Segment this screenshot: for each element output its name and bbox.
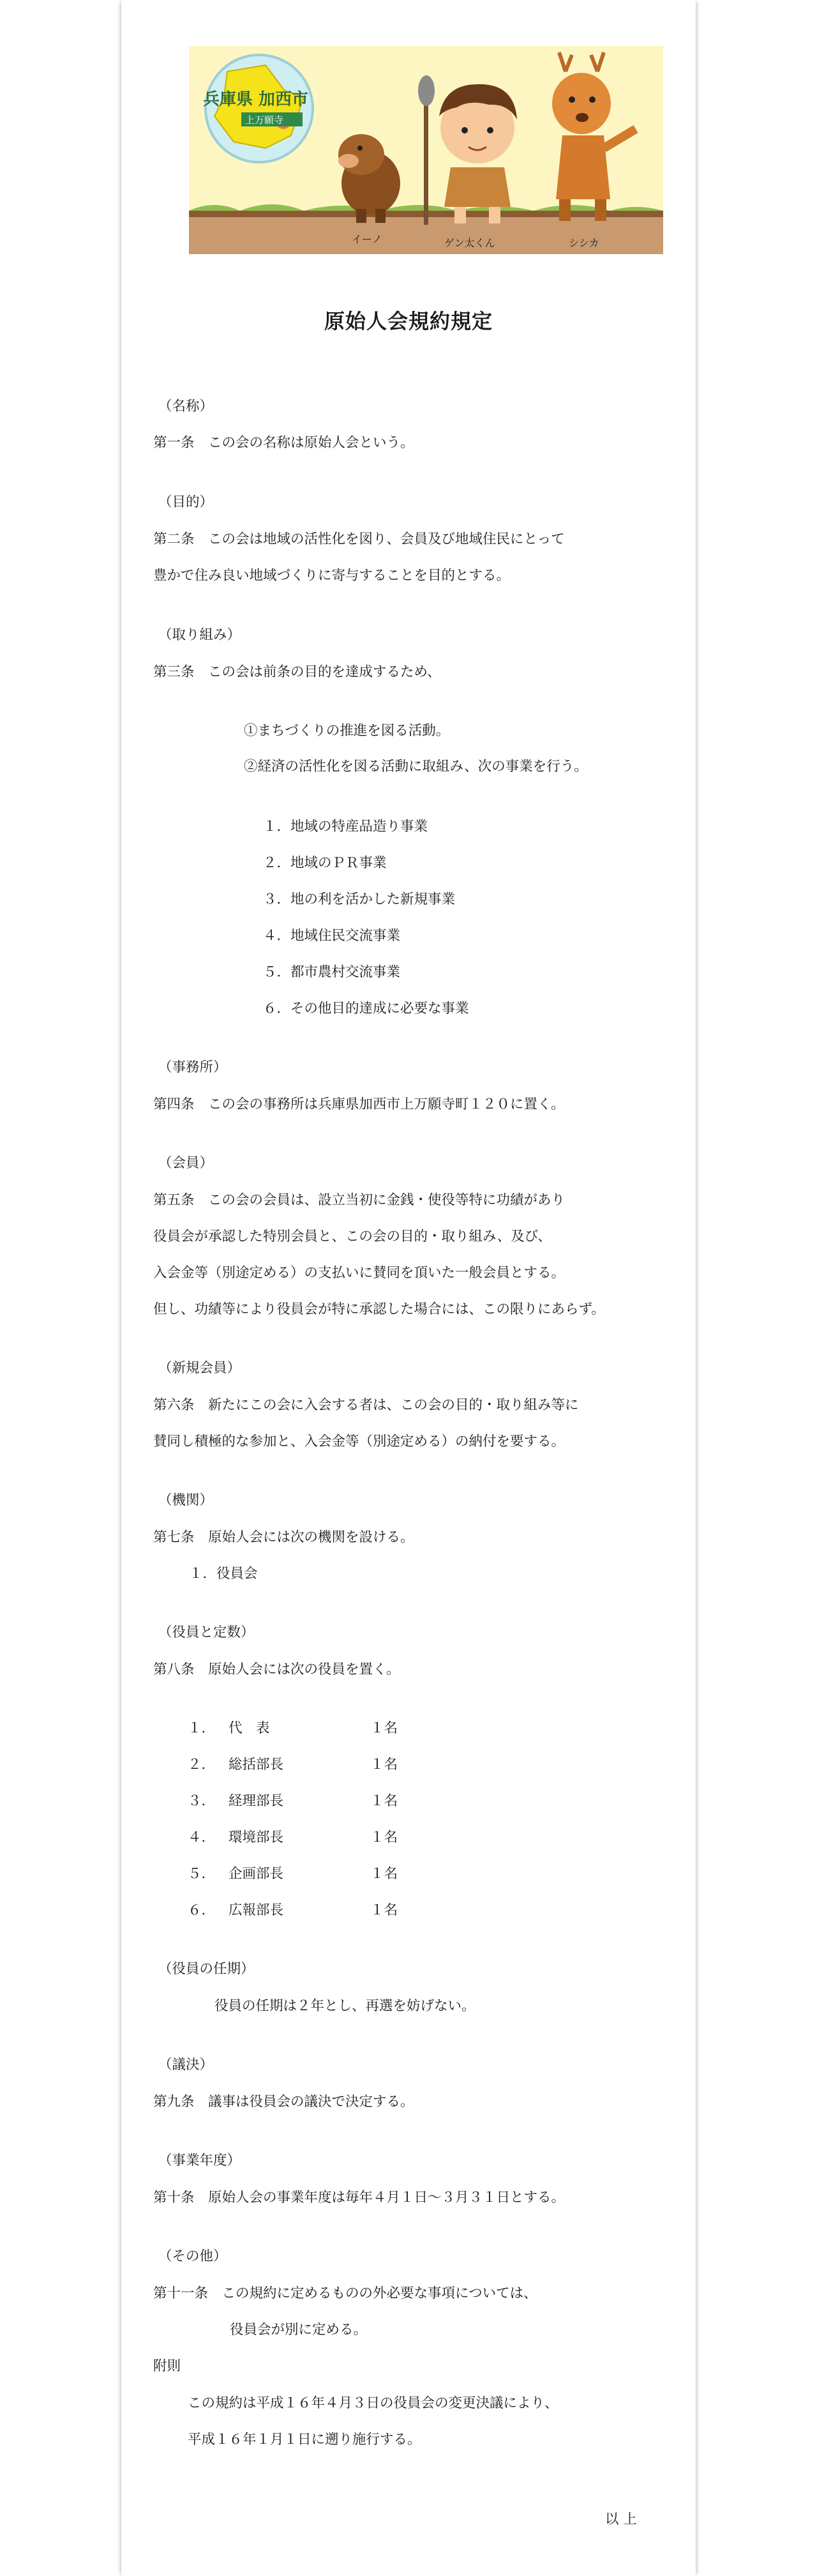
project-6: ６．その他目的達成に必要な事業 [263,1001,469,1017]
activity-1: ①まちづくりの推進を図る活動。 [244,723,450,739]
seal-emblem [203,55,313,162]
organ-item: １．役員会 [189,1566,258,1582]
article-11-line-1: 第十一条 この規約に定めるものの外必要な事項については、 [153,2285,537,2301]
article-3: 第三条 この会は前条の目的を達成するため、 [153,664,441,680]
project-3: ３．地の利を活かした新規事業 [263,891,456,907]
article-5-line-4: 但し、功績等により役員会が特に承認した場合には、この限りにあらず。 [153,1301,605,1317]
officer-num-6: ６． [188,1902,216,1918]
article-5-line-2: 役員会が承認した特別会員と、この会の目的・取り組み、及び、 [153,1229,551,1245]
document-title: 原始人会規約規定 [324,309,493,333]
article-9: 第九条 議事は役員会の議決で決定する。 [153,2094,414,2110]
heading-members: （会員） [158,1155,214,1171]
character-name-1: イーノ [352,233,382,245]
officer-count-1: １名 [370,1720,398,1736]
banner-illustration [189,46,663,254]
project-5: ５．都市農村交流事業 [263,964,401,980]
heading-office: （事務所） [158,1059,227,1075]
header-banner [189,46,663,254]
officer-role-6: 広報部長 [229,1902,284,1918]
closing-mark: 以 上 [605,2512,637,2527]
seal-line-1: 兵庫県 加西市 [203,90,309,109]
article-4: 第四条 この会の事務所は兵庫県加西市上万願寺町１２０に置く。 [153,1096,565,1112]
character-name-3: シシカ [569,237,599,249]
article-10: 第十条 原始人会の事業年度は毎年４月１日～３月３１日とする。 [153,2190,566,2206]
officer-role-3: 経理部長 [229,1793,284,1809]
project-2: ２．地域のＰＲ事業 [263,855,387,871]
heading-other: （その他） [158,2248,227,2264]
project-4: ４．地域住民交流事業 [263,928,401,944]
heading-name: （名称） [158,398,214,414]
heading-supplementary: 附則 [153,2358,181,2374]
supplementary-line-2: 平成１６年１月１日に遡り施行する。 [188,2432,421,2448]
article-5-line-3: 入会金等（別途定める）の支払いに賛同を頂いた一般会員とする。 [153,1265,566,1281]
heading-activities: （取り組み） [158,627,241,643]
officer-num-5: ５． [188,1866,216,1882]
heading-term: （役員の任期） [158,1961,255,1977]
project-1: １．地域の特産品造り事業 [263,819,428,835]
article-6-line-2: 賛同し積極的な参加と、入会金等（別途定める）の納付を要する。 [153,1434,566,1450]
article-1: 第一条 この会の名称は原始人会という。 [153,435,414,451]
seal-line-2: 上万願寺 [245,114,284,126]
officer-num-2: ２． [188,1757,216,1773]
officer-role-2: 総括部長 [229,1757,284,1773]
article-2-line-2: 豊かで住み良い地域づくりに寄与することを目的とする。 [153,568,511,584]
heading-resolution: （議決） [158,2057,214,2073]
officer-num-3: ３． [188,1793,216,1809]
activity-2: ②経済の活性化を図る活動に取組み、次の事業を行う。 [244,759,588,775]
heading-new-members: （新規会員） [158,1360,241,1376]
officer-num-1: １． [188,1720,216,1736]
article-7: 第七条 原始人会には次の機関を設ける。 [153,1529,414,1545]
officer-role-1: 代 表 [229,1720,270,1736]
supplementary-line-1: この規約は平成１６年４月３日の役員会の変更決議により、 [188,2395,558,2411]
article-8: 第八条 原始人会には次の役員を置く。 [153,1662,400,1678]
article-6-line-1: 第六条 新たにこの会に入会する者は、この会の目的・取り組み等に [153,1397,579,1413]
heading-organs: （機関） [158,1492,214,1508]
officer-role-5: 企画部長 [229,1866,284,1882]
character-name-2: ゲン太くん [444,237,495,249]
officer-num-4: ４． [188,1830,216,1845]
heading-officers: （役員と定数） [158,1625,255,1640]
officer-count-3: １名 [370,1793,398,1809]
officer-count-6: １名 [370,1902,398,1918]
officer-count-5: １名 [370,1866,398,1882]
officer-role-4: 環境部長 [229,1830,284,1845]
officer-count-4: １名 [370,1830,398,1845]
officer-count-2: １名 [370,1757,398,1773]
heading-purpose: （目的） [158,494,214,510]
heading-fiscal-year: （事業年度） [158,2153,241,2169]
article-11-line-2: 役員会が別に定める。 [230,2322,368,2338]
document-page [121,0,696,2576]
article-2-line-1: 第二条 この会は地域の活性化を図り、会員及び地域住民にとって [153,531,565,547]
article-5-line-1: 第五条 この会の会員は、設立当初に金銭・使役等特に功績があり [153,1192,566,1208]
term-text: 役員の任期は２年とし、再選を妨げない。 [214,1998,476,2014]
